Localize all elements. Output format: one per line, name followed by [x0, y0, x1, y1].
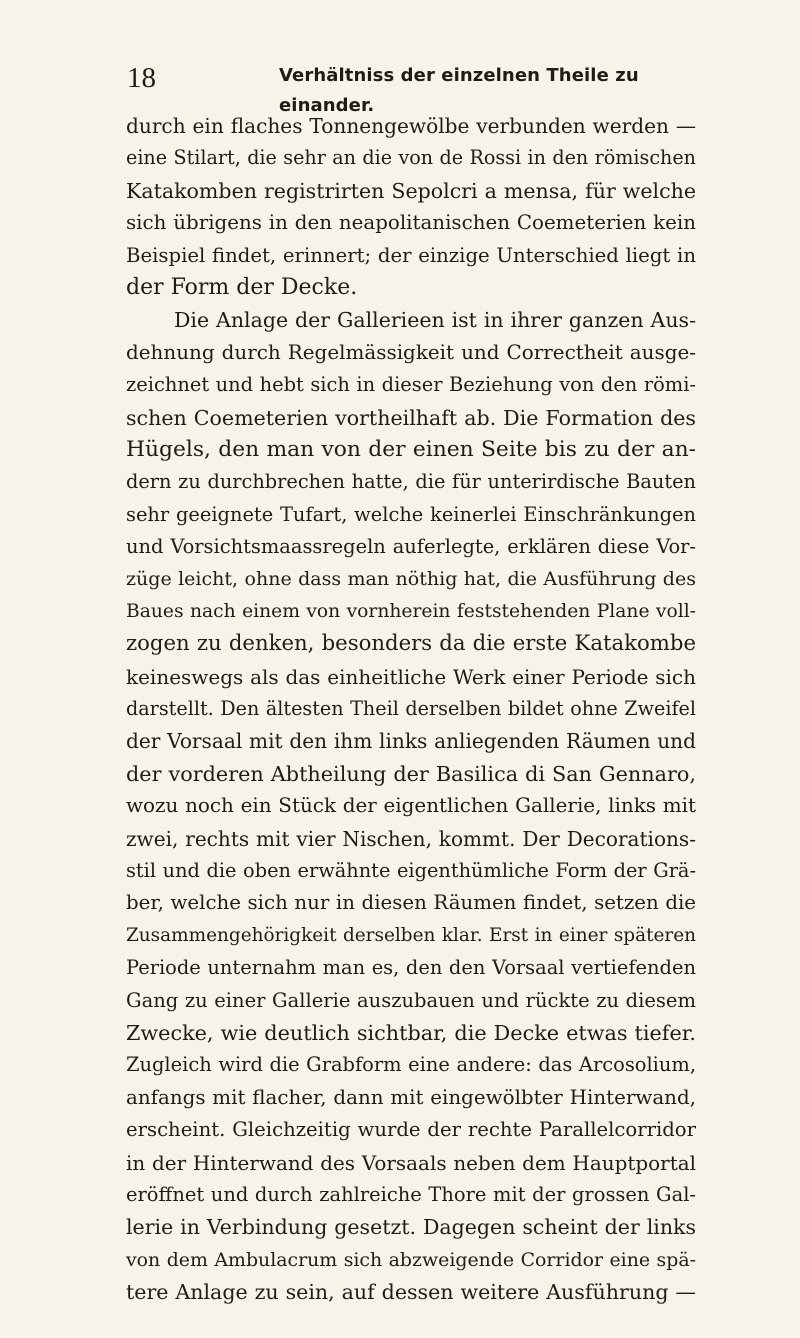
text-line: Periode unternahm man es, den den Vorsaal vertiefenden: [126, 956, 696, 980]
text-line: Die Anlage der Gallerieen ist in ihrer ganzen Aus-: [174, 308, 696, 333]
text-line: Zugleich wird die Grabform eine andere: das Arcosolium,: [126, 1053, 696, 1077]
text-line: sehr geeignete Tufart, welche keinerlei Einschränkungen: [126, 502, 696, 526]
text-line: zwei, rechts mit vier Nischen, kommt. Der Decorations-: [126, 826, 696, 851]
text-line: durch ein flaches Tonnengewölbe verbunden werden —: [126, 114, 696, 138]
text-line: lerie in Verbindung gesetzt. Dagegen scheint der links: [126, 1215, 696, 1240]
text-line: sich übrigens in den neapolitanischen Coemeterien kein: [126, 211, 696, 235]
text-line: eröffnet und durch zahlreiche Thore mit der grossen Gal-: [126, 1182, 696, 1206]
text-line: anfangs mit flacher, dann mit eingewölbter Hinterwand,: [126, 1085, 696, 1109]
text-line: dern zu durchbrechen hatte, die für unterirdische Bauten: [126, 470, 696, 494]
text-line: darstellt. Den ältesten Theil derselben bildet ohne Zweifel: [126, 697, 696, 721]
page-header: [127, 58, 687, 116]
text-line: stil und die oben erwähnte eigenthümliche Form der Grä-: [126, 858, 696, 882]
text-line: Zusammengehörigkeit derselben klar. Erst in einer späteren: [126, 924, 696, 946]
text-line: tere Anlage zu sein, auf dessen weitere Ausführung —: [126, 1280, 696, 1305]
text-line: dehnung durch Regelmässigkeit und Correctheit ausge-: [126, 340, 696, 364]
text-line: eine Stilart, die sehr an die von de Rossi in den römischen: [126, 146, 696, 170]
text-line: wozu noch ein Stück der eigentlichen Gallerie, links mit: [126, 794, 696, 818]
text-line: Beispiel findet, erinnert; der einzige Unterschied liegt in: [126, 243, 696, 267]
text-line: Zwecke, wie deutlich sichtbar, die Decke etwas tiefer.: [126, 1020, 696, 1045]
body-text: [126, 110, 696, 1308]
text-line: Hügels, den man von der einen Seite bis zu der an-: [126, 436, 696, 462]
text-line: zeichnet und hebt sich in dieser Beziehung von den römi-: [126, 373, 696, 397]
text-line: der Vorsaal mit den ihm links anliegenden Räumen und: [126, 729, 696, 754]
text-line: Katakomben registrirten Sepolcri a mensa, für welche: [126, 178, 696, 203]
text-line: ber, welche sich nur in diesen Räumen findet, setzen die: [126, 891, 696, 915]
text-line: erscheint. Gleichzeitig wurde der rechte Parallelcorridor: [126, 1118, 696, 1142]
text-line: züge leicht, ohne dass man nöthig hat, die Ausführung des: [126, 568, 696, 591]
text-line: und Vorsichtsmaassregeln auferlegte, erklären diese Vor-: [126, 535, 696, 559]
page-number: 18: [127, 62, 156, 94]
running-title: Verhältniss der einzelnen Theile zu einander.: [279, 65, 639, 116]
text-line: in der Hinterwand des Vorsaals neben dem Hauptportal: [126, 1150, 696, 1175]
text-line: keineswegs als das einheitliche Werk einer Periode sich: [126, 664, 696, 689]
text-line: der Form der Decke.: [126, 274, 358, 300]
text-line: schen Coemeterien vortheilhaft ab. Die Formation des: [126, 405, 696, 430]
text-line: Baues nach einem von vornherein feststehenden Plane voll-: [126, 600, 696, 622]
text-line: der vorderen Abtheilung der Basilica di San Gennaro,: [126, 761, 696, 786]
text-line: von dem Ambulacrum sich abzweigende Corridor eine spä-: [126, 1248, 696, 1271]
text-line: zogen zu denken, besonders da die erste Katakombe: [126, 631, 696, 657]
text-line: Gang zu einer Gallerie auszubauen und rückte zu diesem: [126, 988, 696, 1012]
